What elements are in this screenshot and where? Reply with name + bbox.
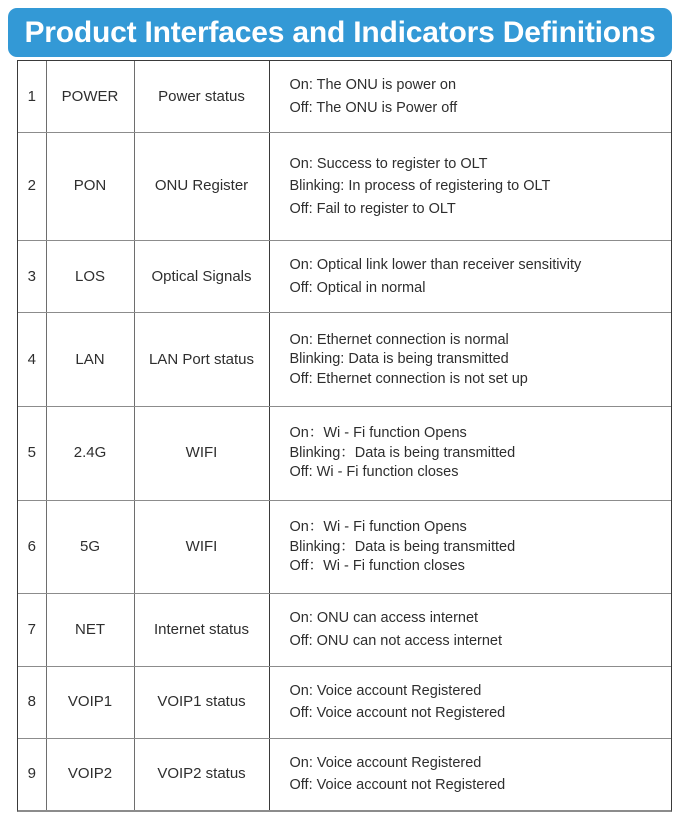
description-line: Blinking: Data is being transmitted [289,351,509,368]
indicator-code: 5G [79,537,100,555]
indicator-function-cell [134,240,269,312]
table-row [18,240,671,312]
indicator-description-cell [269,61,671,133]
description-line: On: Ethernet connection is normal [289,331,509,348]
indicator-code-cell [46,240,134,312]
indicator-function: Optical Signals [151,267,252,285]
row-index: 1 [27,87,36,105]
description-list [270,330,672,389]
description-line: On: Success to register to OLT [289,155,488,172]
row-index: 8 [27,693,36,711]
row-index: 4 [27,350,36,368]
description-line: Blinking: In process of registering to OLT [289,178,551,195]
indicator-code-cell [46,313,134,407]
description-list [270,518,672,577]
table-row [18,594,671,666]
row-index-cell [18,594,46,666]
indicator-function: WIFI [185,537,218,555]
row-index-cell [18,666,46,738]
table-body [18,61,671,810]
indicator-definitions-table-wrapper [17,60,672,812]
description-line: Off: Optical in normal [289,279,426,296]
indicator-code-cell [46,666,134,738]
indicator-definitions-table [18,61,671,810]
indicator-code-cell [46,61,134,133]
indicator-code-cell [46,133,134,241]
indicator-function: WIFI [185,444,218,462]
description-line: Blinking：Data is being transmitted [289,538,516,555]
description-line: Off: Ethernet connection is not set up [289,370,528,387]
row-index-cell [18,61,46,133]
row-index-cell [18,738,46,810]
indicator-code: LAN [75,350,105,368]
indicator-function-cell [134,406,269,500]
row-index-cell [18,133,46,241]
indicator-code: VOIP1 [67,693,113,711]
description-list [270,680,672,725]
indicator-function-cell [134,61,269,133]
row-index-cell [18,240,46,312]
description-line: Off: ONU can not access internet [289,632,502,649]
page-title: Product Interfaces and Indicators Definitions [24,15,656,49]
indicator-function: ONU Register [154,177,249,195]
table-row [18,313,671,407]
table-row [18,61,671,133]
indicator-function-cell [134,666,269,738]
description-line: Off: The ONU is Power off [289,99,458,116]
description-line: On: ONU can access internet [289,610,479,627]
indicator-function: VOIP2 status [157,765,246,783]
indicator-code: NET [75,620,105,638]
table-row [18,133,671,241]
description-line: Blinking：Data is being transmitted [289,444,516,461]
table-row [18,738,671,810]
row-index: 9 [27,765,36,783]
indicator-description-cell [269,133,671,241]
indicator-code: PON [73,177,107,195]
indicator-description-cell [269,240,671,312]
description-line: On：Wi - Fi function Opens [289,425,467,442]
indicator-function: LAN Port status [148,350,255,368]
description-line: On：Wi - Fi function Opens [289,519,467,536]
indicator-function-cell [134,313,269,407]
description-list [270,74,672,119]
indicator-code-cell [46,594,134,666]
indicator-code: POWER [61,87,119,105]
description-line: Off: Fail to register to OLT [289,200,456,217]
description-list [270,153,672,221]
row-index: 5 [27,444,36,462]
indicator-code: LOS [74,267,105,285]
description-line: On: Voice account Registered [289,682,482,699]
row-index: 2 [27,177,36,195]
indicator-description-cell [269,500,671,594]
description-line: Off: Voice account not Registered [289,705,506,722]
description-list [270,607,672,652]
description-list [270,424,672,483]
indicator-code-cell [46,738,134,810]
description-line: Off: Voice account not Registered [289,777,506,794]
description-line: On: Optical link lower than receiver sensitivity [289,257,582,274]
row-index-cell [18,313,46,407]
indicator-code: 2.4G [73,444,107,462]
row-index: 6 [27,537,36,555]
indicator-code-cell [46,406,134,500]
indicator-function-cell [134,738,269,810]
table-row [18,666,671,738]
table-row [18,406,671,500]
description-line: On: The ONU is power on [289,77,457,94]
row-index: 7 [27,620,36,638]
row-index: 3 [27,267,36,285]
row-index-cell [18,406,46,500]
indicator-description-cell [269,406,671,500]
indicator-function-cell [134,133,269,241]
indicator-function: Internet status [153,620,250,638]
indicator-function: VOIP1 status [157,693,246,711]
page-title-banner [8,8,672,57]
indicator-description-cell [269,594,671,666]
indicator-code: VOIP2 [67,765,113,783]
indicator-description-cell [269,313,671,407]
row-index-cell [18,500,46,594]
indicator-function: Power status [158,87,245,105]
table-row [18,500,671,594]
indicator-description-cell [269,666,671,738]
indicator-code-cell [46,500,134,594]
description-line: On: Voice account Registered [289,754,482,771]
description-line: Off: Wi - Fi function closes [289,464,459,481]
indicator-function-cell [134,500,269,594]
description-line: Off：Wi - Fi function closes [289,558,465,575]
description-list [270,254,672,299]
indicator-function-cell [134,594,269,666]
indicator-description-cell [269,738,671,810]
description-list [270,752,672,797]
